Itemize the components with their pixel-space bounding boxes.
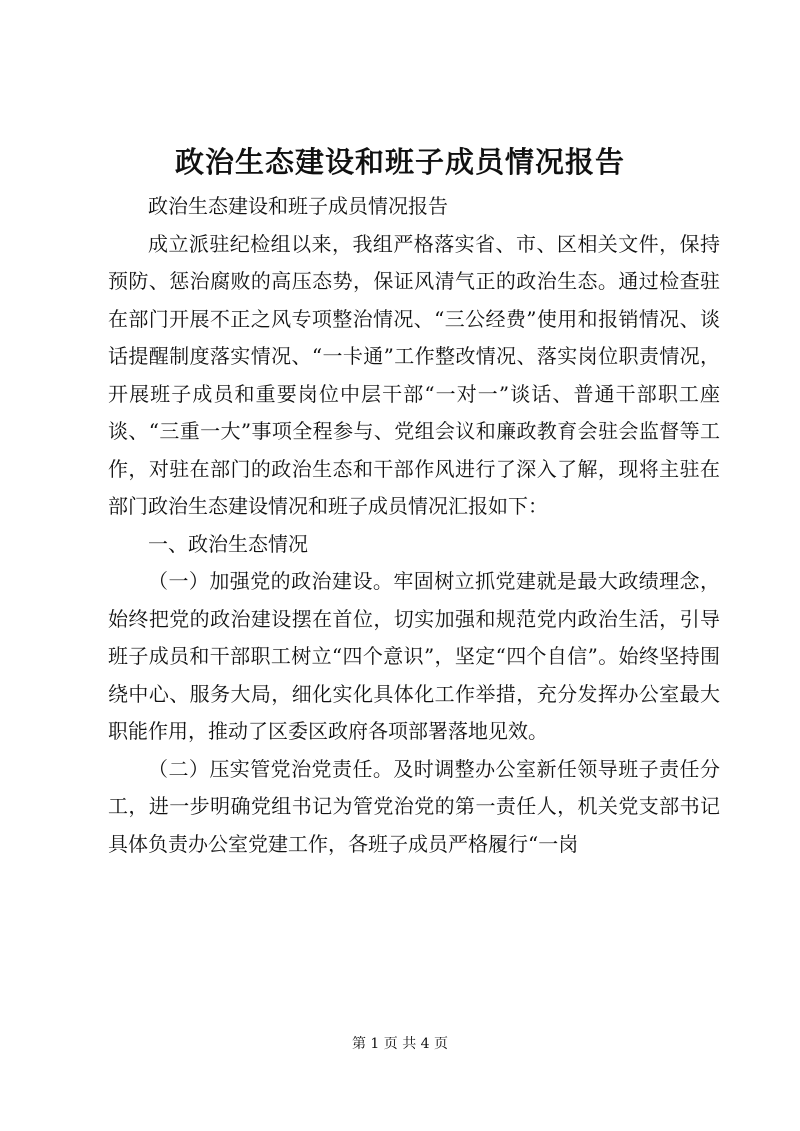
paragraph-subtitle: 政治生态建设和班子成员情况报告: [148, 194, 448, 218]
document-title: 政治生态建设和班子成员情况报告: [174, 145, 625, 179]
paragraph-party-responsibility: （二）压实管党治党责任。及时调整办公室新任领导班子责任分工，进一步明确党组书记为管党治党的第一责任人，机关党支部书记具体负责办公室党建工作，各班子成员严格履行“一岗: [108, 756, 720, 856]
paragraph-intro: 成立派驻纪检组以来，我组严格落实省、市、区相关文件，保持预防、惩治腐败的高压态势，保证风清气正的政治生态。通过检查驻在部门开展不正之风专项整治情况、“三公经费”使用和报销情况、谈话提醒制度落实情况、“一卡通”工作整改情况、落实岗位职责情况，开展班子成员和重要岗位中层干部“一对一”谈话、普通干部职工座谈、“三重一大”事项全程参与、党组会议和廉政教育会驻会监督等工作，对驻在部门的政治生态和干部作风进行了深入了解，现将主驻在部门政治生态建设情况和班子成员情况汇报如下：: [108, 231, 720, 518]
section-heading: 一、政治生态情况: [148, 531, 308, 556]
document-body: [108, 188, 720, 863]
paragraph-political-construction: （一）加强党的政治建设。牢固树立抓党建就是最大政绩理念，始终把党的政治建设摆在首位，切实加强和规范党内政治生活，引导班子成员和干部职工树立“四个意识”，坚定“四个自信”。始终坚持围绕中心、服务大局，细化实化具体化工作举措，充分发挥办公室最大职能作用，推动了区委区政府各项部署落地见效。: [108, 569, 720, 743]
page-footer: 第 1 页 共 4 页: [351, 1036, 449, 1052]
